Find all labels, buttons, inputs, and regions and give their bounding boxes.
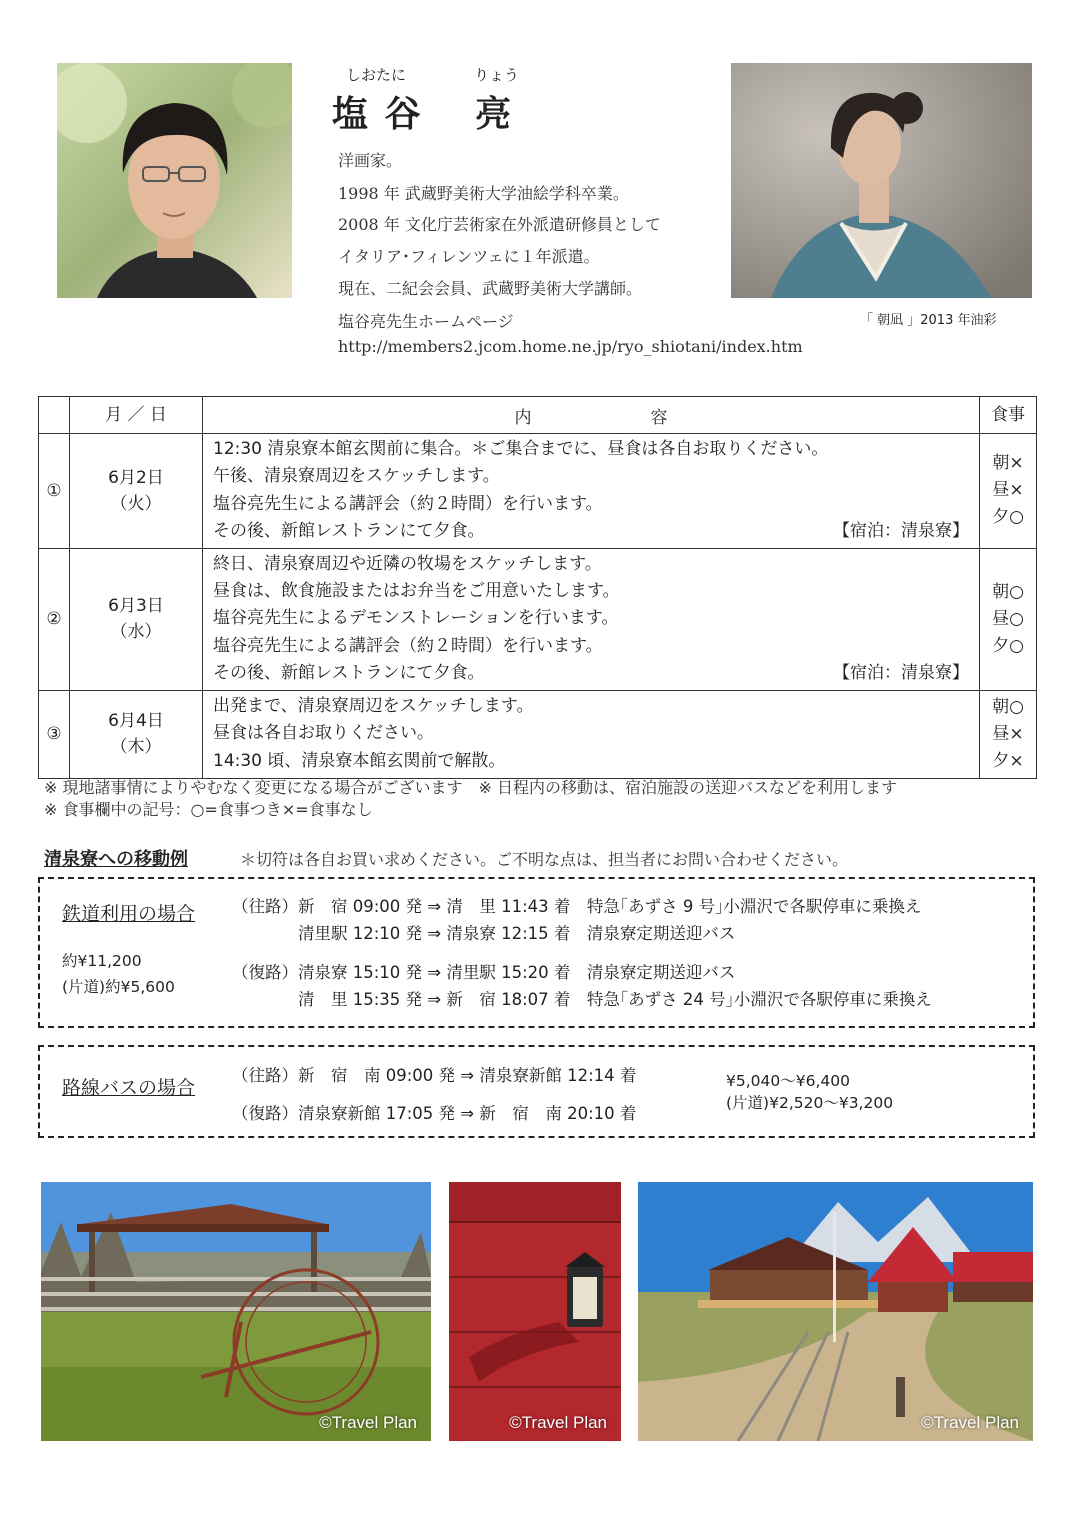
weekday-text: （木）: [110, 737, 162, 758]
bio-line: 1998 年 武蔵野美術大学油絵学科卒業。: [338, 184, 629, 203]
day-date: [70, 548, 203, 690]
meal-dinner: 夕○: [992, 507, 1024, 528]
day-meals: [980, 434, 1037, 549]
portrait-photo: [57, 63, 292, 298]
date-text: 6月4日: [108, 711, 164, 732]
stay-label: 【宿泊：清泉寮】: [833, 521, 969, 542]
header-content: 内 容: [203, 397, 980, 434]
photo-credit: ©Travel Plan: [509, 1413, 607, 1432]
rail-title: 鉄道利用の場合: [62, 903, 196, 925]
header-no: [39, 397, 70, 434]
bio-line: 2008 年 文化庁芸術家在外派遣研修員として: [338, 215, 661, 234]
content-line: 出発まで、清泉寮周辺をスケッチします。: [213, 696, 534, 717]
bio-line: 現在、二紀会会員、武蔵野美術大学講師。: [338, 279, 643, 298]
day-content: [203, 690, 980, 778]
pasture-photo: [41, 1182, 431, 1441]
meal-dinner: 夕×: [992, 750, 1024, 771]
content-line: 14:30 頃、清泉寮本館玄関前で解散。: [213, 750, 506, 771]
content-line-with-stay: [213, 660, 969, 687]
day-number: ③: [39, 690, 70, 778]
day-number: ②: [39, 548, 70, 690]
bio-line: イタリア･フィレンツェに１年派遣。: [338, 247, 600, 266]
content-line: 午後、清泉寮周辺をスケッチします。: [213, 466, 500, 487]
meal-breakfast: 朝×: [992, 453, 1024, 474]
bio-line: 洋画家。: [338, 151, 403, 170]
content-line: その後、新館レストランにて夕食。: [213, 521, 485, 542]
meal-breakfast: 朝○: [992, 581, 1024, 602]
header-meal: 食事: [980, 397, 1037, 434]
rail-fare: 約¥11,200: [62, 952, 142, 970]
rail-route-line: （復路）清泉寮 15:10 発 ⇒ 清里駅 15:20 着 清泉寮定期送迎バス: [232, 963, 736, 982]
content-line: 終日、清泉寮周辺や近隣の牧場をスケッチします。: [213, 553, 602, 574]
day-content: [203, 434, 980, 549]
schedule-table: [38, 396, 1037, 779]
rail-fare-one-way: (片道)約¥5,600: [62, 978, 175, 996]
content-line: その後、新館レストランにて夕食。: [213, 663, 485, 684]
content-line: 塩谷亮先生による講評会（約２時間）を行います。: [213, 493, 603, 514]
homepage-url[interactable]: http://members2.jcom.home.ne.jp/ryo_shiotani/index.htm: [338, 337, 803, 356]
day-meals: [980, 690, 1037, 778]
stay-label: 【宿泊：清泉寮】: [833, 663, 969, 684]
day-meals: [980, 548, 1037, 690]
transport-title: 清泉寮への移動例: [44, 849, 188, 870]
lodge-photo: [638, 1182, 1033, 1441]
day-date: [70, 690, 203, 778]
ruby-given: りょう: [474, 66, 520, 84]
meal-lunch: 昼○: [992, 608, 1024, 629]
artist-name: 塩 谷 亮: [332, 93, 514, 135]
day-date: [70, 434, 203, 549]
rail-route-line: 清 里 15:35 発 ⇒ 新 宿 18:07 着 特急｢あずさ 24 号｣小淵沢で各駅停車に乗換え: [232, 990, 932, 1009]
day-content: [203, 548, 980, 690]
day-number: ①: [39, 434, 70, 549]
header-date: 月 ／ 日: [70, 397, 203, 434]
meal-dinner: 夕○: [992, 635, 1024, 656]
meal-breakfast: 朝○: [992, 696, 1024, 717]
photo-credit: ©Travel Plan: [921, 1413, 1019, 1432]
content-line: 12:30 清泉寮本館玄関前に集合。＊ご集合までに、昼食は各自お取りください。: [213, 439, 829, 459]
barn-lantern-photo: [449, 1182, 621, 1441]
content-line: 塩谷亮先生による講評会（約２時間）を行います。: [213, 635, 603, 656]
rail-box: [38, 877, 1035, 1028]
rail-route-line: 清里駅 12:10 発 ⇒ 清泉寮 12:15 着 清泉寮定期送迎バス: [232, 924, 736, 943]
date-text: 6月3日: [108, 596, 164, 617]
rail-route-line: （往路）新 宿 09:00 発 ⇒ 清 里 11:43 着 特急｢あずさ 9 号｣小淵沢で各駅停車に乗換え: [232, 897, 922, 916]
content-line-with-stay: [213, 518, 969, 545]
homepage-label: 塩谷亮先生ホームページ: [338, 312, 514, 331]
transport-note: ＊切符は各自お買い求めください。ご不明な点は、担当者にお問い合わせください。: [240, 850, 849, 869]
content-line: 昼食は、飲食施設またはお弁当をご用意いたします。: [213, 581, 620, 602]
weekday-text: （火）: [110, 493, 162, 514]
content-line: 塩谷亮先生によるデモンストレーションを行います。: [213, 608, 619, 629]
weekday-text: （水）: [110, 622, 162, 643]
bus-title: 路線バスの場合: [62, 1077, 196, 1099]
meal-lunch: 昼×: [992, 723, 1024, 744]
date-text: 6月2日: [108, 467, 164, 488]
painting-caption: 「 朝凪 」2013 年油彩: [860, 313, 997, 328]
bus-box: [38, 1045, 1035, 1138]
table-row: [39, 548, 1037, 690]
bus-fare: ¥5,040～¥6,400: [726, 1072, 850, 1090]
ruby-family: しおたに: [346, 66, 407, 84]
table-row: [39, 434, 1037, 549]
note-line: ※ 現地諸事情によりやむなく変更になる場合がございます ※ 日程内の移動は、宿泊施設の送迎バスなどを利用します: [44, 778, 897, 797]
note-line: ※ 食事欄中の記号：○=食事つき×=食事なし: [44, 800, 373, 819]
meal-lunch: 昼×: [992, 480, 1024, 501]
content-line: 昼食は各自お取りください。: [213, 723, 434, 744]
table-header-row: [39, 397, 1037, 434]
photo-credit: ©Travel Plan: [319, 1413, 417, 1432]
painting-image: [731, 63, 1032, 298]
bus-route-line: （復路）清泉寮新館 17:05 発 ⇒ 新 宿 南 20:10 着: [232, 1104, 637, 1123]
table-row: [39, 690, 1037, 778]
bus-route-line: （往路）新 宿 南 09:00 発 ⇒ 清泉寮新館 12:14 着: [232, 1066, 637, 1085]
bus-fare-one-way: (片道)¥2,520～¥3,200: [726, 1094, 894, 1112]
